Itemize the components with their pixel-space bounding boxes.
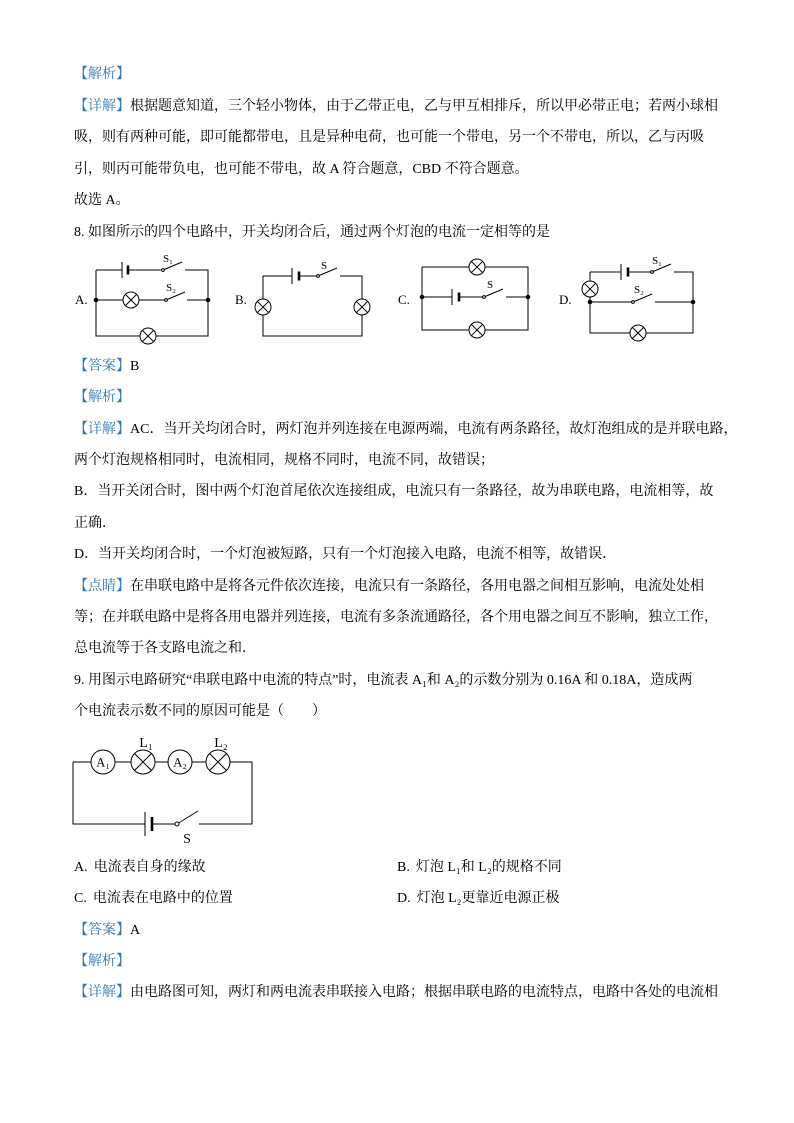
detail-label: 【详解】 [74,985,130,1000]
switch-pivot [165,299,168,302]
q9-stem: 个电流表示数不同的原因可能是（ ） [74,703,326,719]
comment-line: 等；在并联电路中是将各用电器并列连接，电流有多条流通路径，各个用电器之间互不影响，独立工作， [74,609,718,625]
q8-circuit-figure [0,245,794,350]
detail-line: 引，则丙可能带负电，也可能不带电，故 A 符合题意，CBD 不符合题意。 [74,161,529,177]
junction-dot [588,300,592,304]
detail-line: D．当开关均闭合时，一个灯泡被短路，只有一个灯泡接入电路，电流不相等，故错误． [74,547,617,563]
switch-pivot [651,271,654,274]
ammeter-a2-icon [168,750,192,774]
option-letter: B. [397,860,410,875]
circuit-option-b [235,260,370,336]
answer-line [74,351,737,382]
answer-value: A [130,922,141,938]
detail-line: 正确． [74,515,116,531]
detail-text: 由电路图可知，两灯和两电流表串联接入电路；根据串联电路的电流特点，电路中各处的电流相 [130,985,718,1000]
battery-icon [292,268,299,284]
detail-line: 两个灯泡规格相同时，电流相同，规格不同时，电流不同，故错误； [74,453,494,469]
analysis-heading [74,59,718,91]
option-a[interactable] [74,860,206,875]
option-b[interactable] [397,852,562,883]
lamp-icon [630,325,646,341]
switch-label-s1: S₁ [652,255,662,267]
detail-text: 根据题意知道，三个轻小物体，由于乙带正电，乙与甲互相排斥，所以甲必带正电；若两小球相 [130,98,718,114]
option-text: 电流表在电路中的位置 [92,891,233,907]
analysis-label: 【解析】 [74,953,130,969]
lamp-label-l2: L₂ [214,736,228,751]
battery-icon [145,812,152,836]
lamp-l2-icon [206,750,230,774]
junction-dot [420,295,424,299]
lamp-icon [469,259,485,275]
conclusion: 故选 A。 [74,193,130,209]
wire [263,276,362,336]
option-label-b: B. [235,292,247,307]
detail-line [74,91,718,123]
detail-text: AC．当开关均闭合时，两灯泡并列连接在电源两端，电流有两条路径，故灯泡组成的是并联电路， [130,421,738,437]
analysis-heading [74,946,718,977]
q8-stem: 8. 如图所示的四个电路中，开关均闭合后，通过两个灯泡的电流一定相等的是 [74,224,550,240]
option-label-c: C. [398,292,410,307]
lamp-icon [140,328,156,344]
battery-icon [452,289,459,305]
wire [96,270,208,336]
q9-options-block [74,852,718,1008]
answer-label: 【答案】 [74,922,130,938]
answer-value: B [130,359,140,374]
answer-line [74,915,718,946]
circuit-option-c [398,259,530,338]
option-letter: A. [74,860,88,875]
lamp-icon [255,299,271,315]
junction-dot [526,295,530,299]
detail-line: B．当开关闭合时，图中两个灯泡首尾依次连接组成，电流只有一条路径，故为串联电路，电流相等，故 [74,484,714,500]
junction-dot [691,300,695,304]
lamp-icon [582,281,598,297]
circuit-option-d [559,255,695,341]
lamp-icon [354,299,370,315]
option-label-d: D. [559,292,572,307]
switch-label-s: S [183,832,191,847]
options-row [74,852,718,883]
switch-pivot [317,275,320,278]
q9-circuit-figure [0,728,794,850]
switch-label-s: S [321,260,328,272]
analysis-label: 【解析】 [74,67,130,82]
lamp-label-l1: L₁ [139,736,153,751]
lamp-l1-icon [131,750,155,774]
switch-label-s2: S₂ [634,284,644,296]
detail-line [74,414,737,445]
junction-dot [94,298,98,302]
switch-icon [175,811,198,826]
q9-stem: 9. 用图示电路研究“串联电路中电流的特点”时，电流表 A₁和 A₂的示数分别为 0.16A 和 0.18A，造成两 [74,672,693,688]
wire [422,267,528,330]
q7-analysis-block [74,59,718,249]
detail-label: 【详解】 [74,421,130,437]
ammeter-label-a1: A₁ [96,755,110,770]
q8-solution-block [74,351,737,727]
analysis-heading [74,382,737,413]
switch-pivot [162,269,165,272]
detail-line [74,977,718,1008]
lamp-icon [469,322,485,338]
comment-line [74,571,737,602]
options-row [74,883,718,914]
option-letter: D. [397,891,411,907]
switch-pivot [175,822,179,826]
detail-label: 【详解】 [74,98,130,114]
analysis-label: 【解析】 [74,390,130,406]
ammeter-a1-icon [91,750,115,774]
option-text: 电流表自身的缘故 [93,860,206,875]
option-c[interactable] [74,891,233,906]
switch-label-s1: S₁ [163,253,173,265]
battery-icon [621,264,628,280]
comment-label: 【点睛】 [74,578,130,594]
switch-blade [179,811,198,823]
wire [590,272,693,333]
comment-line: 总电流等于各支路电流之和． [74,641,256,657]
circuit-option-a [75,253,210,344]
battery-icon [122,262,128,278]
junction-dot [206,298,210,302]
option-d[interactable] [397,883,560,914]
detail-line: 吸，则有两种可能，即可能都带电，且是异种电荷，也可能一个带电，另一个不带电，所以，乙与丙吸 [74,130,704,146]
comment-text: 在串联电路中是将各元件依次连接，电流只有一条路径，各用电器之间相互影响，电流处处相 [130,578,704,594]
option-text: 灯泡 L₁和 L₂的规格不同 [415,860,562,875]
lamp-icon [123,292,139,308]
ammeter-label-a2: A₂ [173,755,187,770]
option-letter: C. [74,891,87,907]
switch-label-s: S [487,279,494,291]
switch-label-s2: S₂ [166,282,176,294]
switch-pivot [632,301,635,304]
answer-label: 【答案】 [74,359,130,374]
option-text: 灯泡 L₂更靠近电源正极 [416,891,560,907]
switch-pivot [483,296,486,299]
option-label-a: A. [75,292,88,307]
